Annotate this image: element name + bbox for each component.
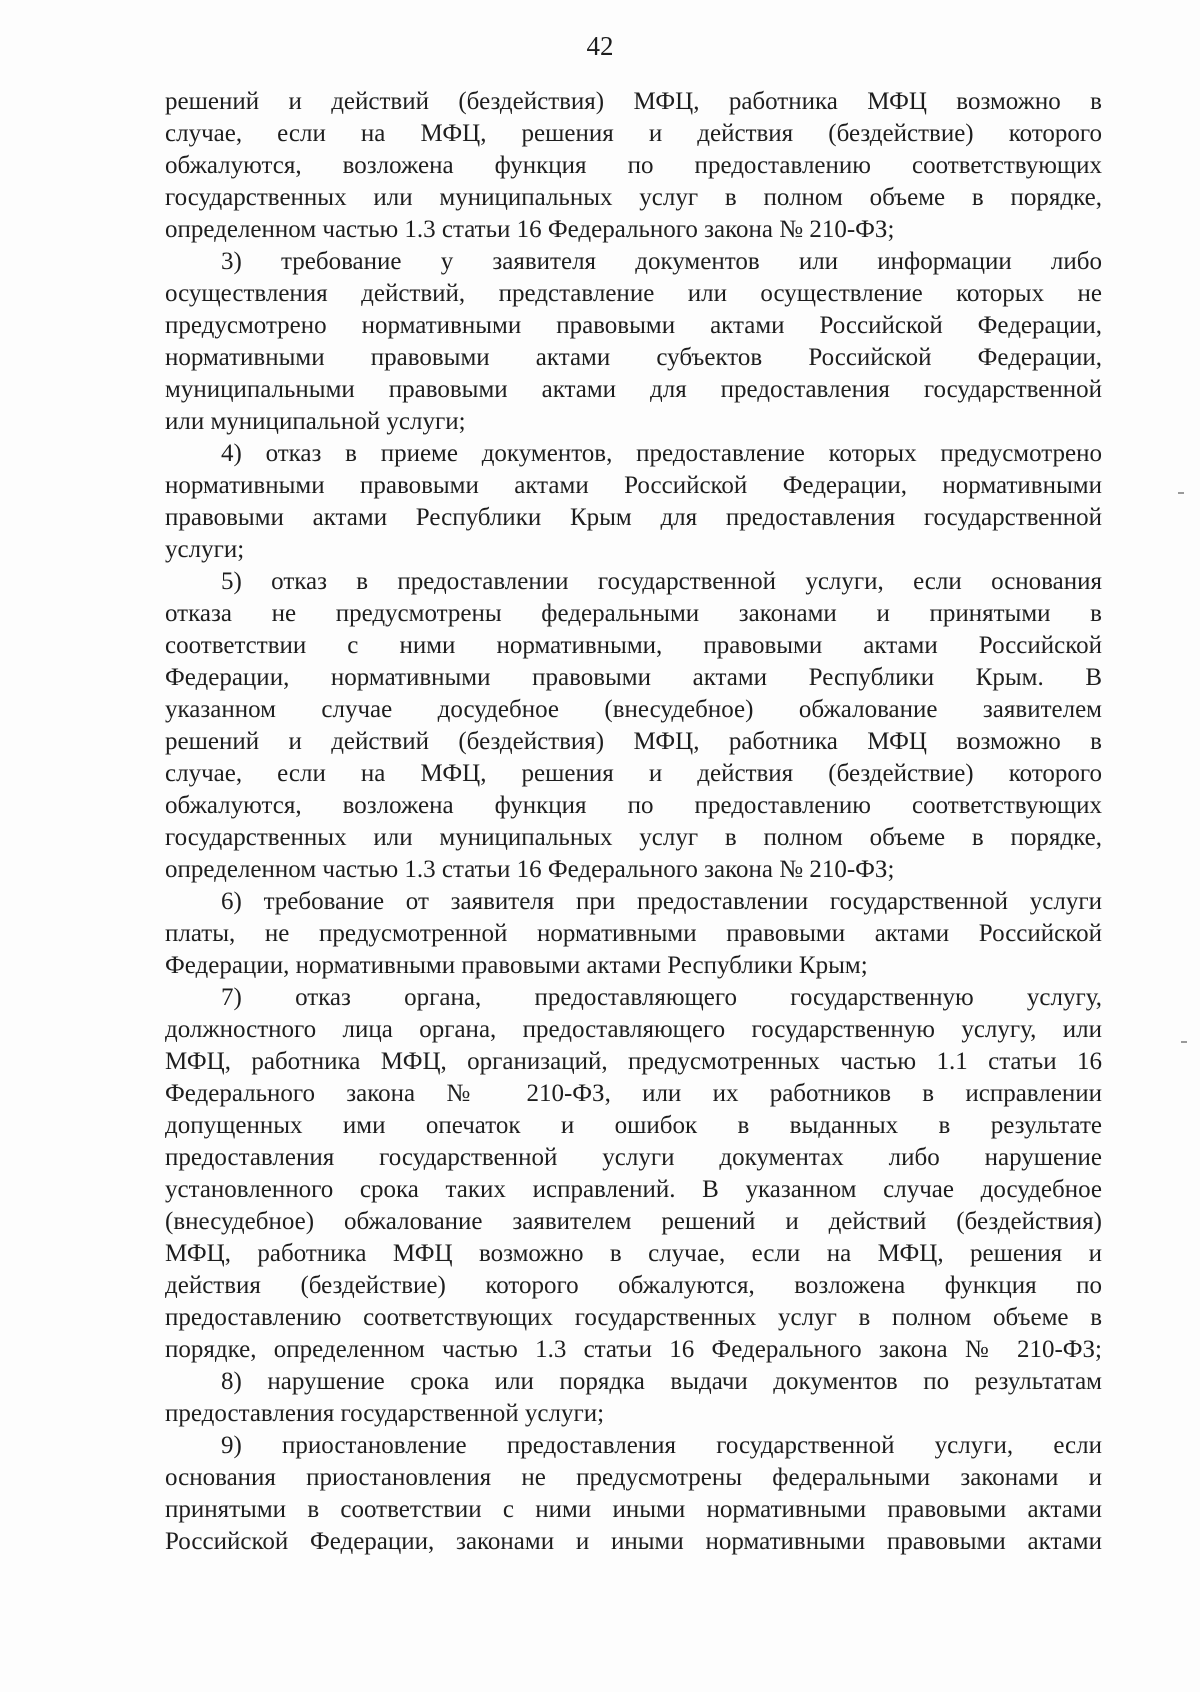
text-line: государственных или муниципальных услуг в полном объеме в порядке, bbox=[165, 824, 1102, 851]
text-line: случае, если на МФЦ, решения и действия (бездействие) которого bbox=[165, 760, 1102, 787]
text-line: допущенных ими опечаток и ошибок в выданных в результате bbox=[165, 1112, 1102, 1139]
text-line: решений и действий (бездействия) МФЦ, работника МФЦ возможно в bbox=[165, 88, 1102, 115]
scan-mark bbox=[1181, 1041, 1187, 1043]
text-line: муниципальными правовыми актами для предоставления государственной bbox=[165, 376, 1102, 403]
text-line: осуществления действий, представление или осуществление которых не bbox=[165, 280, 1102, 307]
text-line: должностного лица органа, предоставляющего государственную услугу, или bbox=[165, 1016, 1102, 1043]
text-line: порядке, определенном частью 1.3 статьи 16 Федерального закона № 210-ФЗ; bbox=[165, 1336, 1102, 1363]
text-line: нормативными правовыми актами субъектов Российской Федерации, bbox=[165, 344, 1102, 371]
paragraph-first-line: 3) требование у заявителя документов или информации либо bbox=[221, 248, 1102, 275]
text-line: действия (бездействие) которого обжалуются, возложена функция по bbox=[165, 1272, 1102, 1299]
text-line: МФЦ, работника МФЦ, организаций, предусмотренных частью 1.1 статьи 16 bbox=[165, 1048, 1102, 1075]
text-line: услуги; bbox=[165, 536, 245, 563]
text-line: предусмотрено нормативными правовыми актами Российской Федерации, bbox=[165, 312, 1102, 339]
text-line: принятыми в соответствии с ними иными нормативными правовыми актами bbox=[165, 1496, 1102, 1523]
text-line: или муниципальной услуги; bbox=[165, 408, 466, 435]
document-body bbox=[165, 86, 1102, 1558]
text-line: предоставления государственной услуги документах либо нарушение bbox=[165, 1144, 1102, 1171]
text-line: нормативными правовыми актами Российской Федерации, нормативными bbox=[165, 472, 1102, 499]
text-line: случае, если на МФЦ, решения и действия (бездействие) которого bbox=[165, 120, 1102, 147]
text-line: определенном частью 1.3 статьи 16 Федерального закона № 210-ФЗ; bbox=[165, 856, 895, 883]
text-line: Федерации, нормативными правовыми актами Республики Крым. В bbox=[165, 664, 1102, 691]
page-number: 42 bbox=[586, 31, 614, 61]
text-line: Федерального закона № 210-ФЗ, или их работников в исправлении bbox=[165, 1080, 1102, 1107]
paragraph-first-line: 9) приостановление предоставления государственной услуги, если bbox=[221, 1432, 1102, 1459]
text-line: основания приостановления не предусмотрены федеральными законами и bbox=[165, 1464, 1102, 1491]
paragraph-first-line: 7) отказ органа, предоставляющего государственную услугу, bbox=[221, 984, 1102, 1011]
text-line: предоставления государственной услуги; bbox=[165, 1400, 605, 1427]
text-line: обжалуются, возложена функция по предоставлению соответствующих bbox=[165, 152, 1102, 179]
text-line: установленного срока таких исправлений. В указанном случае досудебное bbox=[165, 1176, 1102, 1203]
text-line: соответствии с ними нормативными, правовыми актами Российской bbox=[165, 632, 1102, 659]
paragraph-first-line: 4) отказ в приеме документов, предоставление которых предусмотрено bbox=[221, 440, 1102, 467]
text-line: определенном частью 1.3 статьи 16 Федерального закона № 210-ФЗ; bbox=[165, 216, 895, 243]
scan-mark bbox=[1178, 492, 1184, 494]
text-line: отказа не предусмотрены федеральными законами и принятыми в bbox=[165, 600, 1102, 627]
text-line: Федерации, нормативными правовыми актами Республики Крым; bbox=[165, 952, 868, 979]
paragraph-first-line: 8) нарушение срока или порядка выдачи документов по результатам bbox=[221, 1368, 1102, 1395]
text-line: указанном случае досудебное (внесудебное) обжалование заявителем bbox=[165, 696, 1102, 723]
text-line: платы, не предусмотренной нормативными правовыми актами Российской bbox=[165, 920, 1102, 947]
text-line: (внесудебное) обжалование заявителем решений и действий (бездействия) bbox=[165, 1208, 1102, 1235]
text-line: предоставлению соответствующих государственных услуг в полном объеме в bbox=[165, 1304, 1102, 1331]
text-line: Российской Федерации, законами и иными нормативными правовыми актами bbox=[165, 1528, 1102, 1555]
text-line: решений и действий (бездействия) МФЦ, работника МФЦ возможно в bbox=[165, 728, 1102, 755]
paragraph-first-line: 5) отказ в предоставлении государственной услуги, если основания bbox=[221, 568, 1102, 595]
text-line: МФЦ, работника МФЦ возможно в случае, если на МФЦ, решения и bbox=[165, 1240, 1102, 1267]
text-line: государственных или муниципальных услуг в полном объеме в порядке, bbox=[165, 184, 1102, 211]
paragraph-first-line: 6) требование от заявителя при предоставлении государственной услуги bbox=[221, 888, 1102, 915]
text-line: правовыми актами Республики Крым для предоставления государственной bbox=[165, 504, 1102, 531]
text-line: обжалуются, возложена функция по предоставлению соответствующих bbox=[165, 792, 1102, 819]
